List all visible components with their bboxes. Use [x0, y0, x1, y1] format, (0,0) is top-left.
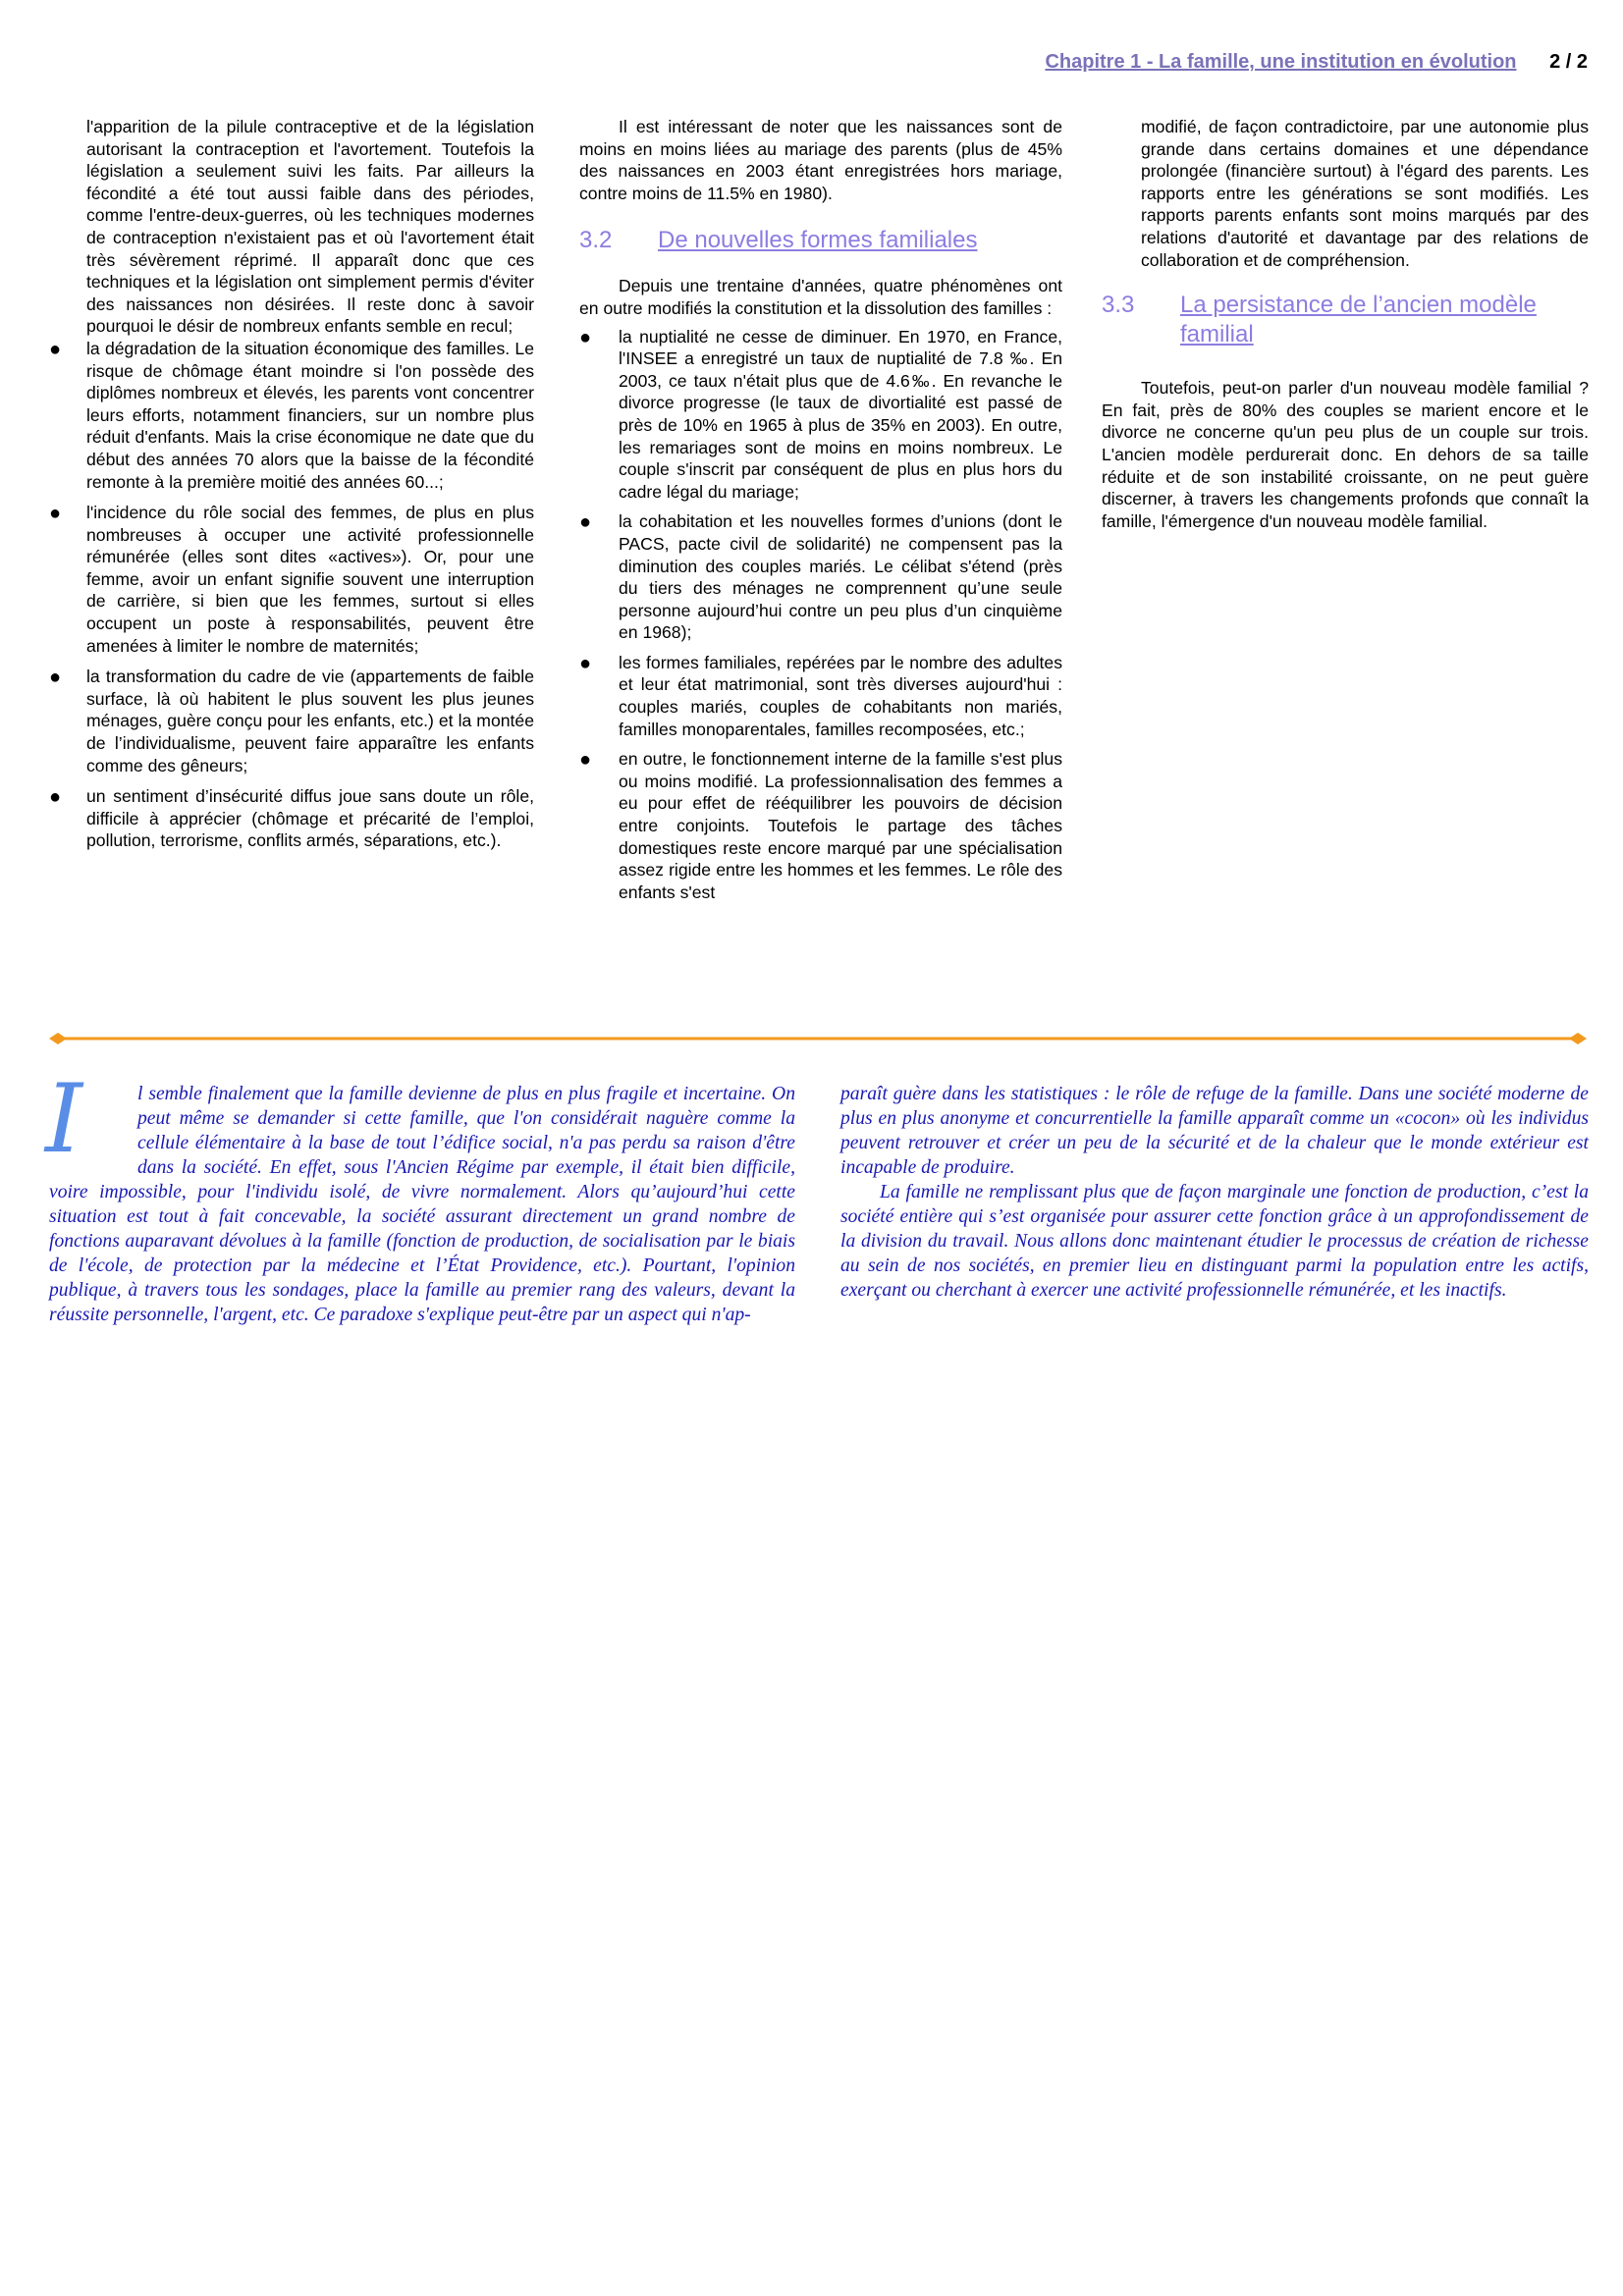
list-item: ● la transformation du cadre de vie (appartements de faible surface, là où habitent le plus souvent les plus jeunes ménages, guère conçu pour les enfants, etc.) et la montée de l’individualisme, peuvent faire apparaître les enfants comme des gêneurs;	[49, 667, 534, 775]
chapter-title: Chapitre 1 - La famille, une institution en évolution	[1045, 51, 1517, 73]
conclusion-text-left: l semble finalement que la famille devienne de plus en plus fragile et incertaine. On peut même se demander si cette famille, que l'on considérait naguère comme la cellule élémentaire à la base de tout l’édifice social, n'a pas perdu sa raison d'être dans la société. En effet, sous l'Ancien Régime par exemple, il était bien difficile, voire impossible, pour l'individu isolé, de vivre normalement. Alors qu’aujourd’hui cette situation est tout à fait concevable, la société assurant directement un grand nombre de fonctions auparavant dévolues à la famille (fonction de production, de socialisation par le biais de l'école, de protection par la médecine et l’État Providence, etc.). Pourtant, l'opinion publique, à travers tous les sondages, place la famille au premier rang des valeurs, devant la réussite personnelle, l'argent, etc. Ce paradoxe s'explique peut-être par un aspect qui n'ap-	[49, 1084, 795, 1325]
bullet-icon: ●	[49, 786, 62, 809]
section-number: 3.3	[1102, 292, 1135, 319]
section-number: 3.2	[579, 227, 613, 254]
conclusion-left	[45, 1064, 795, 1327]
dropcap	[45, 1064, 134, 1174]
col1-continuation: l'apparition de la pilule contraceptive et de la législation autorisant la contraception et l'avortement. Toutefois la législation a seulement suivi les faits. Par ailleurs la fécondité a été tout aussi faible dans des périodes, comme l'entre-deux-guerres, où les techniques modernes de contraception n'existaient pas et où l'avortement était très sévèrement réprimé. Il apparaît donc que ces techniques et la législation ont simplement permis d'éviter des naissances non désirées. Il reste donc à savoir pourquoi le désir de nombreux enfants semble en recul;	[86, 117, 534, 337]
column-3	[1102, 116, 1589, 532]
conclusion-text-right-2: La famille ne remplissant plus que de façon marginale une fonction de production, c’est la société entière qui s’est organisée pour assurer cette fonction grâce à un approfondissement de la division du travail. Nous allons donc maintenant étudier le processus de création de richesse au sein de nos sociétés, en premier lieu en distinguant parmi la population entre les actifs, exerçant ou cherchant à exercer une activité professionnelle rémunérée, et les inactifs.	[840, 1182, 1589, 1301]
bullet-icon: ●	[49, 667, 62, 689]
list-item: ● la nuptialité ne cesse de diminuer. En 1970, en France, l'INSEE a enregistré un taux de nuptialité de 7.8 ‰. En 2003, ce taux n'était plus que de 4.6‰. En revanche le divorce progresse (le taux de divortialité est passé de près de 10% en 1965 à plus de 35% en 2003). En outre, les remariages sont de moins en moins nombreux. Le couple s'inscrit par conséquent de plus en plus hors du cadre légal du mariage;	[579, 326, 1062, 502]
conclusion-right	[840, 1082, 1589, 1303]
column-2	[579, 116, 1062, 911]
list-item: ● la dégradation de la situation économique des familles. Le risque de chômage étant moindre si l'on possède des diplômes nombreux et élevés, les parents vont concentrer leurs efforts, notamment financiers, sur un nombre plus réduit d'enfants. Mais la crise économique ne date que du début des années 70 alors que la baisse de la fécondité remonte à la première moitié des années 60...;	[49, 338, 534, 492]
col2-intro: Il est intéressant de noter que les naissances sont de moins en moins liées au mariage des parents (plus de 45% des naissances en 2003 étant enregistrées hors mariage, contre moins de 11.5% en 1980).	[579, 117, 1062, 203]
col2-bullet-list	[579, 326, 1062, 904]
diamond-left-icon	[49, 1033, 67, 1044]
page-header	[1045, 51, 1588, 79]
list-item: ● l'incidence du rôle social des femmes, de plus en plus nombreuses à occuper une activité professionnelle rémunérée (elles sont dites «actives»). Or, pour une femme, avoir un enfant signifie souvent une interruption de carrière, si bien que les femmes, surtout si elles occupent un poste à responsabilités, peuvent être amenées à limiter le nombre de maternités;	[49, 503, 534, 656]
section-title: De nouvelles formes familiales	[658, 227, 978, 254]
section-title: La persistance de l’ancien modèle familial	[1180, 292, 1537, 348]
col3-continuation: modifié, de façon contradictoire, par une autonomie plus grande dans certains domaines et une dépendance prolongée (financière surtout) à l'égard des parents. Les rapports entre les générations se sont modifiés. Les rapports parents enfants sont moins marqués par des relations d'autorité et davantage par des relations de collaboration et de compréhension.	[1141, 117, 1589, 270]
bullet-icon: ●	[579, 749, 592, 772]
bullet-icon: ●	[579, 511, 592, 534]
section-divider	[49, 1030, 1587, 1047]
list-item: ● la cohabitation et les nouvelles formes d’unions (dont le PACS, pacte civil de solidarité) ne compensent pas la diminution des couples mariés. Le célibat s'étend (près du tiers des ménages ne comprennent qu’une seule personne aujourd’hui contre un peu plus d’un cinquième en 1968);	[579, 511, 1062, 643]
col2-lead: Depuis une trentaine d'années, quatre phénomènes ont en outre modifiés la constitution et la dissolution des familles :	[579, 276, 1062, 318]
list-item: ● un sentiment d’insécurité diffus joue sans doute un rôle, difficile à apprécier (chômage et précarité de l’emploi, pollution, terrorisme, conflits armés, séparations, etc.).	[49, 786, 534, 851]
column-1	[49, 116, 534, 861]
dropcap-letter: I	[45, 1064, 82, 1174]
col3-body: Toutefois, peut-on parler d'un nouveau modèle familial ? En fait, près de 80% des couples se marient encore et le divorce ne concerne qu'un peu plus de un couple sur trois. L'ancien modèle perdurerait donc. En dehors de sa taille réduite et de son instabilité croissante, on ne peut guère discerner, à travers les changements profonds que connaît la famille, l'émergence d'un nouveau modèle familial.	[1102, 378, 1589, 531]
conclusion-text-right-1: paraît guère dans les statistiques : le rôle de refuge de la famille. Dans une société moderne de plus en plus anonyme et concurrentielle la famille apparaît comme un «cocon» où les individus peuvent retrouver et créer un peu de la sécurité et de la chaleur que le monde extérieur est incapable de produire.	[840, 1084, 1589, 1178]
bullet-icon: ●	[579, 326, 592, 348]
bullet-icon: ●	[49, 503, 62, 525]
list-item: ● en outre, le fonctionnement interne de la famille s'est plus ou moins modifié. La professionnalisation des femmes a eu pour effet de rééquilibrer les pouvoirs de décision entre conjoints. Toutefois le partage des tâches domestiques reste encore marqué par une spécialisation assez rigide entre les hommes et les femmes. Le rôle des enfants s'est	[579, 749, 1062, 902]
col1-bullet-list	[49, 338, 534, 852]
bullet-icon: ●	[579, 652, 592, 674]
diamond-right-icon	[1569, 1033, 1587, 1044]
bullet-icon: ●	[49, 338, 62, 360]
section-heading-3-3[interactable]	[1102, 291, 1589, 349]
page-number: 2 / 2	[1549, 51, 1588, 73]
section-heading-3-2[interactable]	[579, 226, 1062, 255]
list-item: ● les formes familiales, repérées par le nombre des adultes et leur état matrimonial, sont très diverses aujourd'hui : couples mariés, couples de cohabitants non mariés, familles monoparentales, familles recomposées, etc.;	[579, 652, 1062, 739]
